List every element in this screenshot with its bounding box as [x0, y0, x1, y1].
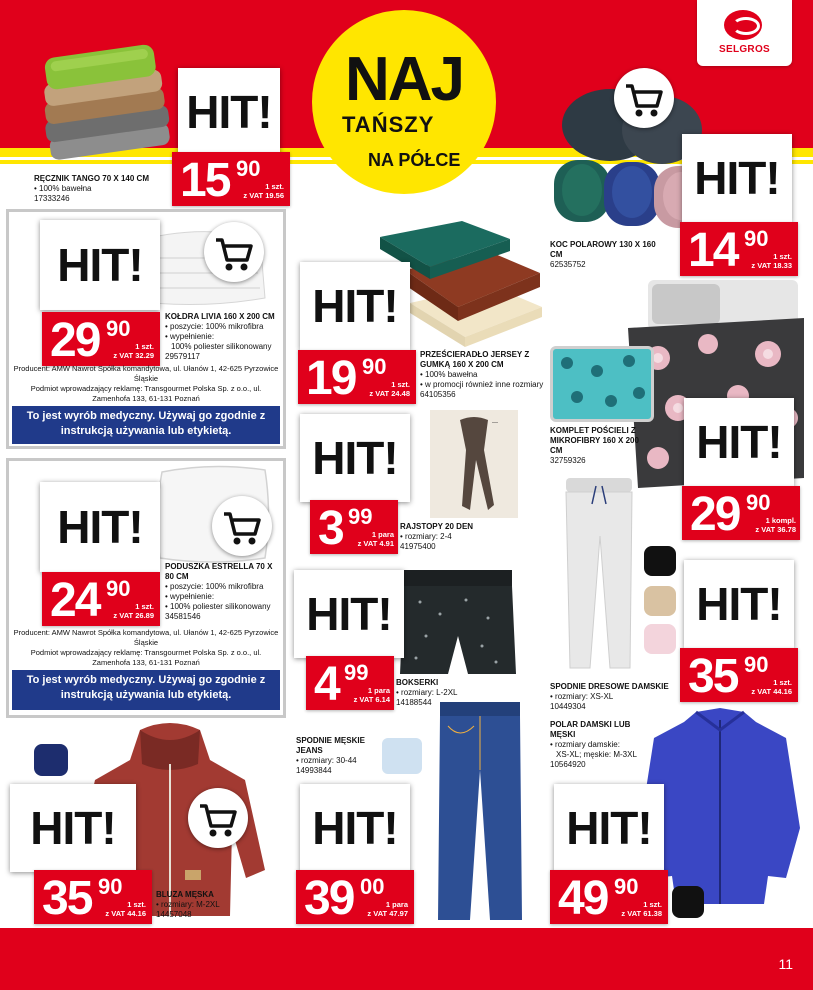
sheet-hit-badge: HIT!: [300, 262, 410, 350]
price-cents: 00: [360, 874, 385, 899]
price-integer: 19: [306, 352, 356, 405]
tights-info: [400, 522, 520, 552]
color-swatch-pink: [644, 624, 676, 654]
price-cents: 90: [362, 354, 387, 379]
pillow-price: [42, 572, 160, 626]
price-integer: 49: [558, 872, 608, 925]
price-unit: 1 para: [371, 530, 394, 539]
price-integer: 29: [690, 488, 740, 541]
price-cents: 90: [106, 576, 131, 601]
product-code: 34581546: [165, 612, 201, 621]
towel-price: [172, 152, 290, 206]
duvet-hit-badge: HIT!: [40, 220, 160, 310]
price-vat: z VAT 32.29: [113, 351, 154, 360]
duvet-cart-icon[interactable]: [204, 222, 264, 282]
duvet-medical-notice: To jest wyrób medyczny. Używaj go zgodnie z instrukcją używania lub etykietą.: [12, 406, 280, 444]
price-integer: 35: [688, 650, 738, 703]
jeans-info: [296, 736, 376, 776]
product-detail: • wypełnienie:: [165, 592, 215, 601]
bottom-red-band: [0, 928, 813, 990]
product-title: KOMPLET POŚCIELI Z MIKROFIBRY 160 X 200 CM: [550, 426, 639, 455]
bedding-hit-badge: HIT!: [684, 398, 794, 486]
boxers-price: [306, 656, 394, 710]
tights-image: [430, 410, 518, 518]
price-cents: 90: [746, 490, 771, 515]
boxers-hit-badge: HIT!: [294, 570, 404, 658]
product-detail: • rozmiary: L-2XL: [396, 688, 458, 697]
price-integer: 14: [688, 224, 738, 277]
product-code: 29579117: [165, 352, 200, 361]
color-swatch-beige: [644, 586, 676, 616]
price-unit: 1 szt.: [773, 678, 792, 687]
hoodie-price: [34, 870, 152, 924]
blanket-price: [680, 222, 798, 276]
product-detail: 100% poliester silikonowany: [171, 342, 272, 351]
price-cents: 99: [344, 660, 369, 685]
product-detail: • w promocji również inne rozmiary: [420, 380, 544, 389]
color-swatch-black-fleece: [672, 886, 704, 918]
product-code: 10564920: [550, 760, 586, 769]
price-unit: 1 szt.: [773, 252, 792, 261]
producer-text: Producent: AMW Nawrot Spółka komandytowa, ul. Ułanów 1, 42-625 Pyrzowice Śląskie: [13, 364, 279, 383]
towel-image: [30, 30, 190, 170]
price-unit: 1 szt.: [135, 602, 154, 611]
product-code: 14188544: [396, 698, 432, 707]
logo-swirl-icon: [724, 10, 762, 40]
product-title: RĘCZNIK TANGO 70 X 140 CM: [34, 174, 149, 183]
price-unit: 1 para: [367, 686, 390, 695]
sweatpants-hit-badge: HIT!: [684, 560, 794, 648]
product-detail: XS-XL; męskie: M-3XL: [556, 750, 637, 759]
price-cents: 90: [744, 226, 769, 251]
blanket-hit-badge: HIT!: [682, 134, 792, 222]
product-detail: • rozmiary: 2-4: [400, 532, 452, 541]
product-detail: • 100% bawełna: [34, 184, 92, 193]
price-vat: z VAT 4.91: [357, 539, 394, 548]
tights-price: [310, 500, 398, 554]
price-cents: 90: [236, 156, 261, 181]
price-integer: 39: [304, 872, 354, 925]
product-title: PODUSZKA ESTRELLA 70 X 80 CM: [165, 562, 273, 581]
product-code: 14457048: [156, 910, 192, 919]
bedding-swatch-image: [550, 346, 654, 422]
hoodie-cart-icon[interactable]: [188, 788, 248, 848]
price-vat: z VAT 26.89: [113, 611, 154, 620]
towel-stack-illustration: [30, 30, 190, 170]
towel-hit-badge: HIT!: [178, 68, 280, 156]
product-detail: • rozmiary: 30-44: [296, 756, 357, 765]
price-vat: z VAT 36.78: [755, 525, 796, 534]
hoodie-info: [156, 890, 266, 920]
product-detail: • 100% bawełna: [420, 370, 478, 379]
product-title: PRZEŚCIERADŁO JERSEY Z GUMKĄ 160 X 200 CM: [420, 350, 530, 369]
price-cents: 99: [348, 504, 373, 529]
price-integer: 35: [42, 872, 92, 925]
price-unit: 1 szt.: [265, 182, 284, 191]
product-code: 64105356: [420, 390, 456, 399]
tights-hit-badge: HIT!: [300, 414, 410, 502]
price-unit: 1 para: [385, 900, 408, 909]
jeans-denim-swatch: [382, 738, 422, 774]
product-title: KOŁDRA LIVIA 160 X 200 CM: [165, 312, 275, 321]
color-swatch-black: [644, 546, 676, 576]
product-detail: • rozmiary: M-2XL: [156, 900, 220, 909]
price-cents: 90: [98, 874, 123, 899]
product-code: 62535752: [550, 260, 586, 269]
pillow-cart-icon[interactable]: [212, 496, 272, 556]
bedding-info: [550, 426, 650, 466]
price-integer: 4: [314, 658, 339, 711]
blanket-info: [550, 240, 668, 270]
product-title: POLAR DAMSKI LUB MĘSKI: [550, 720, 631, 739]
price-integer: 15: [180, 154, 230, 207]
price-vat: z VAT 44.16: [751, 687, 792, 696]
price-integer: 3: [318, 502, 343, 555]
price-vat: z VAT 6.14: [353, 695, 390, 704]
banner-line-2: TAŃSZY: [342, 112, 435, 137]
price-unit: 1 szt.: [127, 900, 146, 909]
product-detail: • rozmiary damskie:: [550, 740, 620, 749]
advertiser-text: Podmiot wprowadzający reklamę: Transgourmet Polska Sp. z o.o., ul. Zamenhofa 133, 61-131 Poznań: [30, 384, 262, 403]
jeans-hit-badge: HIT!: [300, 784, 410, 872]
product-title: RAJSTOPY 20 DEN: [400, 522, 474, 531]
product-title: BLUZA MĘSKA: [156, 890, 214, 899]
product-code: 17333246: [34, 194, 70, 203]
color-swatch-navy: [34, 744, 68, 776]
product-code: 41975400: [400, 542, 436, 551]
price-cents: 90: [744, 652, 769, 677]
price-cents: 90: [614, 874, 639, 899]
producer-text: Producent: AMW Nawrot Spółka komandytowa, ul. Ułanów 1, 42-625 Pyrzowice Śląskie: [13, 628, 279, 647]
banner-line-1: NAJ: [344, 45, 464, 114]
price-vat: z VAT 47.97: [367, 909, 408, 918]
product-title: SPODNIE DRESOWE DAMSKIE: [550, 682, 669, 691]
price-integer: 29: [50, 314, 100, 367]
pillow-hit-badge: HIT!: [40, 482, 160, 572]
price-vat: z VAT 61.38: [621, 909, 662, 918]
product-title: KOC POLAROWY 130 X 160 CM: [550, 240, 656, 259]
pillow-medical-notice: To jest wyrób medyczny. Używaj go zgodnie z instrukcją używania lub etykietą.: [12, 670, 280, 710]
fleece-info: [550, 720, 642, 770]
price-vat: z VAT 24.48: [369, 389, 410, 398]
banner-line-3: NA PÓŁCE: [368, 150, 461, 170]
hoodie-hit-badge: HIT!: [10, 784, 136, 872]
price-vat: z VAT 44.16: [105, 909, 146, 918]
product-detail: • poszycie: 100% mikrofibra: [165, 582, 264, 591]
sweatpants-price: [680, 648, 798, 702]
selgros-logo[interactable]: [697, 0, 792, 66]
price-vat: z VAT 19.56: [243, 191, 284, 200]
boxers-image: [396, 566, 520, 681]
duvet-price: [42, 312, 160, 366]
price-unit: 1 kompl.: [765, 516, 796, 525]
logo-text: SELGROS: [719, 44, 770, 55]
bedding-price: [682, 486, 800, 540]
product-code: 32759326: [550, 456, 586, 465]
price-unit: 1 szt.: [391, 380, 410, 389]
product-detail: • rozmiary: XS-XL: [550, 692, 614, 701]
svg-text:—: —: [492, 420, 498, 426]
sheet-price: [298, 350, 416, 404]
product-title: BOKSERKI: [396, 678, 439, 687]
fleece-price: [550, 870, 668, 924]
sheet-info: [420, 350, 548, 400]
duvet-info: [165, 312, 283, 362]
price-unit: 1 szt.: [643, 900, 662, 909]
blanket-cart-icon[interactable]: [614, 68, 674, 128]
price-integer: 24: [50, 574, 100, 627]
duvet-producer-note: [12, 364, 280, 404]
product-code: 10449304: [550, 702, 586, 711]
price-vat: z VAT 18.33: [751, 261, 792, 270]
fleece-hit-badge: HIT!: [554, 784, 664, 872]
product-detail: • 100% poliester silikonowany: [165, 602, 271, 611]
product-title: SPODNIE MĘSKIE JEANS: [296, 736, 365, 755]
advertiser-text: Podmiot wprowadzający reklamę: Transgourmet Polska Sp. z o.o., ul. Zamenhofa 133, 61-131 Poznań: [30, 648, 262, 667]
towel-info: [34, 174, 164, 204]
naj-tanszy-badge: [312, 10, 496, 194]
jeans-price: [296, 870, 414, 924]
sweatpants-image: [556, 476, 642, 676]
product-code: 14993844: [296, 766, 332, 775]
price-cents: 90: [106, 316, 131, 341]
page-number: 11: [778, 956, 793, 972]
pillow-info: [165, 562, 283, 622]
product-detail: • poszycie: 100% mikrofibra: [165, 322, 264, 331]
jeans-image: [430, 700, 530, 922]
product-detail: • wypełnienie:: [165, 332, 215, 341]
price-unit: 1 szt.: [135, 342, 154, 351]
pillow-producer-note: [12, 628, 280, 668]
